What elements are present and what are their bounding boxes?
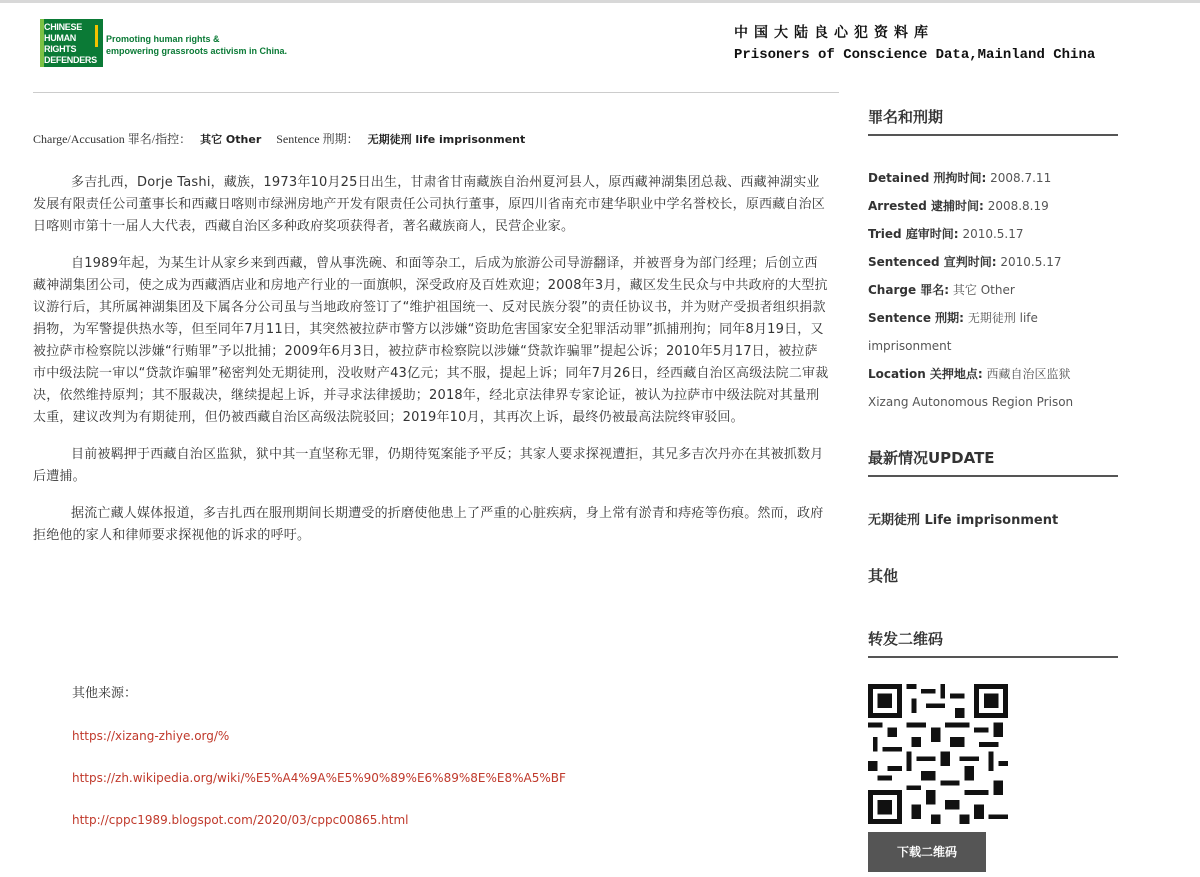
sentence-value: 无期徒刑 life imprisonment [367, 133, 526, 146]
detail-location [868, 360, 1098, 416]
detail-value: 2010.5.17 [962, 227, 1024, 241]
detail-key: Charge 罪名: [868, 283, 950, 297]
detail-sentenced [868, 248, 1098, 276]
detail-key: Sentenced 宣判时间: [868, 255, 997, 269]
tagline-line-1: Promoting human rights & [106, 34, 220, 44]
divider [33, 92, 839, 93]
detail-value: 2008.7.11 [990, 171, 1052, 185]
sidebar-heading-charges: 罪名和刑期 [868, 106, 1118, 136]
detail-sentence [868, 304, 1098, 360]
detail-value: 2010.5.17 [1000, 255, 1062, 269]
detail-charge [868, 276, 1098, 304]
source-link-1[interactable]: https://xizang-zhiye.org/% [72, 729, 230, 743]
detail-arrested [868, 192, 1098, 220]
sentence-label: Sentence 刑期： [276, 132, 359, 146]
sidebar-heading-other: 其他 [868, 567, 899, 585]
detail-detained [868, 164, 1098, 192]
logo-line-2: HUMAN [44, 33, 76, 43]
logo-line-1: CHINESE [44, 22, 82, 32]
update-text: 无期徒刑 Life imprisonment [868, 513, 1059, 528]
detail-value: 无期徒刑 life imprisonment [868, 311, 1038, 353]
detail-tried [868, 220, 1098, 248]
source-link-2[interactable]: https://zh.wikipedia.org/wiki/%E5%A4%9A%E5%90%89%E6%89%8E%E8%A5%BF [72, 771, 566, 785]
charge-value: 其它 Other [200, 133, 262, 146]
detail-key: Arrested 逮捕时间: [868, 199, 984, 213]
qr-code-image [868, 684, 1008, 824]
tagline-line-2: empowering grassroots activism in China. [106, 46, 288, 56]
sidebar-heading-qr: 转发二维码 [868, 628, 1118, 658]
site-title-en: Prisoners of Conscience Data,Mainland China [734, 47, 1096, 63]
logo-line-4: DEFENDERS [44, 55, 97, 65]
charge-label: Charge/Accusation 罪名/指控： [33, 132, 192, 146]
sources-label: 其他来源： [72, 686, 138, 701]
detail-key: Location 关押地点: [868, 367, 983, 381]
article-body [33, 172, 829, 562]
logo-line-3: RIGHTS [44, 44, 77, 54]
detail-value: 西藏自治区监狱 Xizang Autonomous Region Prison [868, 367, 1074, 409]
detail-value: 2008.8.19 [987, 199, 1049, 213]
article-paragraph: 多吉扎西，Dorje Tashi，藏族，1973年10月25日出生，甘肃省甘南藏族自治州夏河县人，原西藏神湖集团总裁、西藏神湖实业发展有限责任公司董事长和西藏日喀则市绿洲房地产开发有限责任公司执行董事，原四川省南充市建华职业中学名誉校长，原西藏自治区日喀则市第十一届人大代表，西藏自治区多种政府奖项获得者，著名藏族商人，民营企业家。 [33, 175, 826, 234]
download-qr-button[interactable]: 下载二维码 [868, 832, 986, 872]
detail-key: Sentence 刑期: [868, 311, 964, 325]
tagline [106, 33, 287, 57]
sidebar-heading-update: 最新情况UPDATE [868, 447, 1118, 477]
torch-icon [95, 25, 98, 47]
site-title-cn: 中国大陆良心犯资料库 [734, 25, 934, 41]
detail-key: Detained 刑拘时间: [868, 171, 987, 185]
source-link-3[interactable]: http://cppc1989.blogspot.com/2020/03/cppc00865.html [72, 813, 409, 827]
detail-key: Tried 庭审时间: [868, 227, 959, 241]
article-paragraph: 目前被羁押于西藏自治区监狱，狱中其一直坚称无罪，仍期待冤案能予平反；其家人要求探视遭拒，其兄多吉次丹亦在其被抓数月后遭捕。 [33, 447, 824, 484]
top-border [0, 0, 1200, 3]
charge-sentence-meta [33, 130, 525, 147]
sources-section [72, 683, 566, 831]
sidebar-detail-list [868, 164, 1098, 416]
article-paragraph: 自1989年起，为某生计从家乡来到西藏，曾从事洗碗、和面等杂工，后成为旅游公司导游翻译，并被晋身为部门经理；后创立西藏神湖集团公司，使之成为西藏酒店业和房地产行业的一面旗帜，深受政府及百姓欢迎；2008年3月，藏区发生民众与中共政府的大型抗议游行后，其所属神湖集团及下属各分公司虽与当地政府签订了“维护祖国统一、反对民族分裂”的责任协议书，并为财产受损者组织捐款捐物，为军警提供热水等，但至同年7月11日，其突然被拉萨市警方以涉嫌“资助危害国家安全犯罪活动罪”抓捕刑拘；同年8月19日，又被拉萨市检察院以涉嫌“行贿罪”予以批捕；2009年6月3日，被拉萨市检察院以涉嫌“贷款诈骗罪”提起公诉；2010年5月17日，被拉萨市中级法院一审以“贷款诈骗罪”秘密判处无期徒刑，没收财产43亿元；其不服，提起上诉；同年7月26日，经西藏自治区高级法院二审裁决，依然维持原判；其不服裁决，继续提起上诉，并寻求法律援助；2018年，经北京法律界专家论证，被认为拉萨市中级法院对其量刑太重，建议改判为有期徒刑，但仍被西藏自治区高级法院驳回；2019年10月，其再次上诉，最终仍被最高法院终审驳回。 [33, 256, 829, 425]
chrd-logo[interactable] [40, 19, 103, 67]
article-paragraph: 据流亡藏人媒体报道，多吉扎西在服刑期间长期遭受的折磨使他患上了严重的心脏疾病，身上常有淤青和痔疮等伤痕。然而，政府拒绝他的家人和律师要求探视他的诉求的呼吁。 [33, 506, 824, 543]
detail-value: 其它 Other [952, 283, 1015, 297]
